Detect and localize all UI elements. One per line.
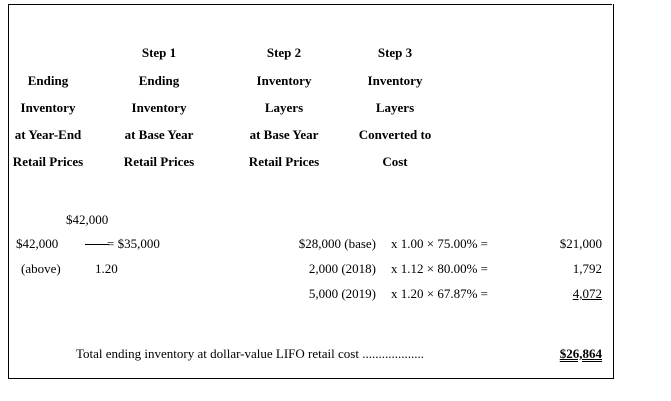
base-year-result: = $35,000: [107, 236, 160, 251]
layer-cost: 4,072: [572, 286, 602, 301]
layer-formula: x 1.20 × 67.87% =: [391, 286, 488, 301]
total-label: Total ending inventory at dollar-value LIFO retail cost ...................: [76, 346, 424, 361]
layer-amount: 2,000 (2018): [308, 261, 376, 276]
header-line: Layers: [375, 100, 415, 115]
layer-formula: x 1.00 × 75.00% =: [391, 236, 488, 251]
step-label: Step 1: [141, 45, 177, 60]
header-line: Retail Prices: [12, 154, 84, 169]
header-line: Layers: [264, 100, 304, 115]
header-line: Ending: [138, 73, 180, 88]
layer-cost: 1,792: [572, 261, 602, 276]
header-line: Ending: [27, 73, 69, 88]
layer-formula: x 1.12 × 80.00% =: [391, 261, 488, 276]
header-line: Inventory: [367, 73, 423, 88]
layer-amount: 5,000 (2019): [308, 286, 376, 301]
header-line: at Base Year: [124, 127, 194, 142]
layer-cost: $21,000: [559, 236, 602, 251]
step-label: Step 2: [266, 45, 302, 60]
table-frame: [8, 4, 614, 379]
fraction-numerator: $42,000: [66, 212, 109, 227]
ending-inventory-ref: (above): [21, 261, 61, 276]
layer-amount: $28,000 (base): [298, 236, 376, 251]
header-line: Retail Prices: [248, 154, 320, 169]
header-line: Cost: [382, 154, 408, 169]
header-line: at Year-End: [14, 127, 82, 142]
header-line: Inventory: [20, 100, 76, 115]
header-line: Inventory: [256, 73, 312, 88]
step-label: Step 3: [377, 45, 413, 60]
ending-inventory-value: $42,000: [16, 236, 59, 251]
fraction-bar: [85, 244, 109, 245]
header-line: Converted to: [358, 127, 432, 142]
total-value: $26,864: [559, 346, 602, 361]
fraction-denominator: 1.20: [95, 261, 118, 276]
header-line: Inventory: [131, 100, 187, 115]
header-line: Retail Prices: [123, 154, 195, 169]
header-line: at Base Year: [249, 127, 319, 142]
